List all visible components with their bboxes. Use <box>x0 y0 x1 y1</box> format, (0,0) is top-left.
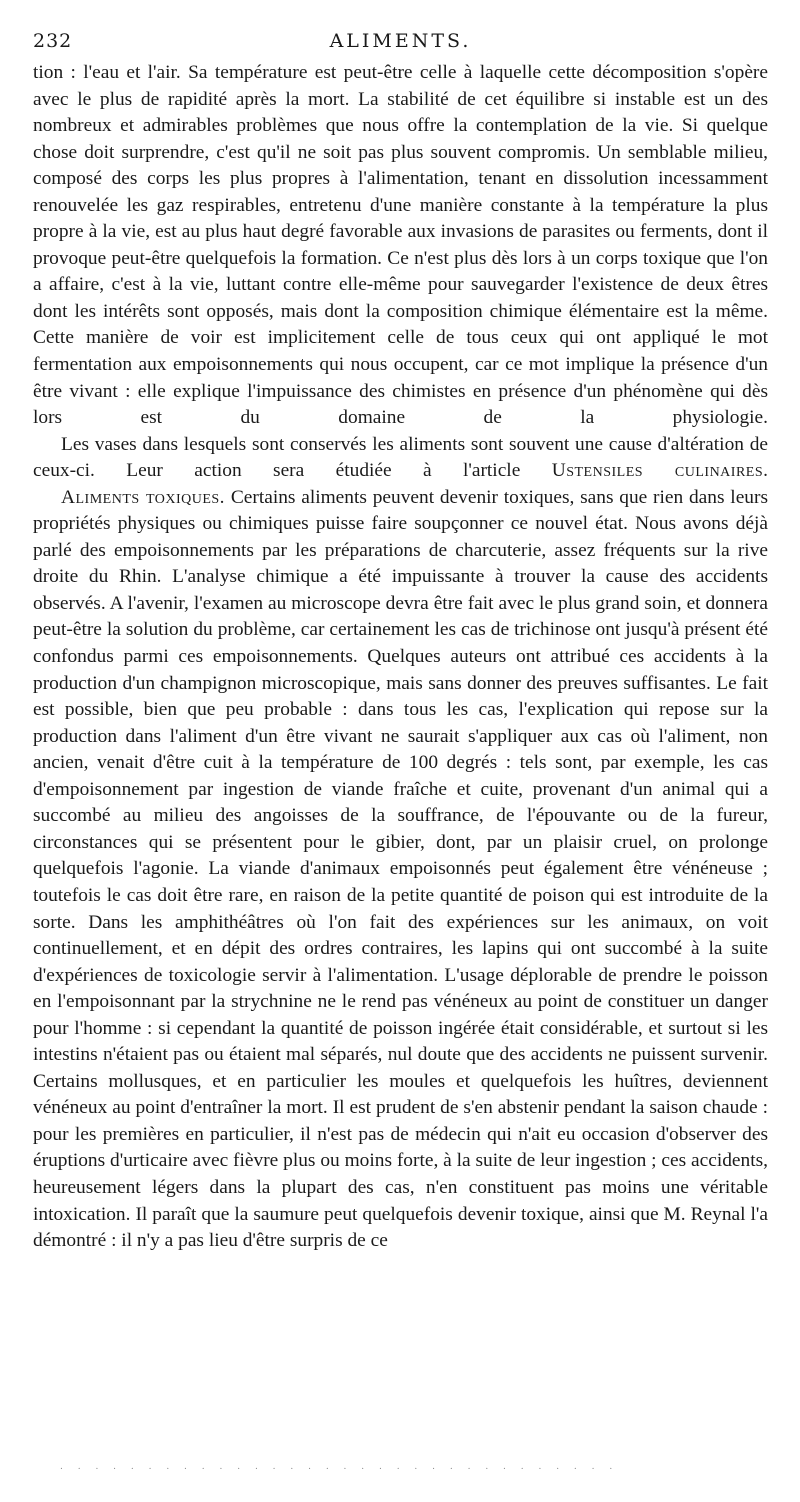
page-header <box>33 30 768 60</box>
paragraph-vessels <box>33 432 768 485</box>
bottom-margin-marks: . . . . . . . . . . . . . . . . . . . . . . . . . . . . . . . . <box>60 1462 619 1470</box>
section-heading: Aliments toxiques. <box>61 486 226 508</box>
book-page <box>33 30 768 1255</box>
paragraph-text: Certains aliments peuvent devenir toxiques, sans que rien dans leurs propriétés physiques ou chimiques puisse faire soupçonner ce nouvel état. Nous avons déjà parlé des empoisonnements par les préparations de charcuterie, assez fréquents sur la rive droite du Rhin. L'analyse chimique a été impuissante à trouver la cause des accidents observés. A l'avenir, l'examen au microscope devra être fait avec le plus grand soin, et donnera peut-être la solution du problème, car certainement les cas de trichinose ont jusqu'à présent été confondus parmi ces empoisonnements. Quelques auteurs ont attribué ces accidents à la production d'un champignon microscopique, mais sans donner des preuves suffisantes. Le fait est possible, bien que peu probable : dans tous les cas, l'explication qui repose sur la production dans l'aliment d'un être vivant ne saurait s'appliquer aux cas où l'aliment, non ancien, venait d'être cuit à la température de 100 degrés : tels sont, par exemple, les cas d'empoisonnement par ingestion de viande fraîche et cuite, provenant d'un animal qui a succombé au milieu des angoisses de la souffrance, de l'épouvante ou de la fureur, circonstances qui se présentent pour le gibier, dont, par un plaisir cruel, on prolonge quelquefois l'agonie. La viande d'animaux empoisonnés peut également être vénéneuse ; toutefois le cas doit être rare, en raison de la petite quantité de poison qui est introduite de la sorte. Dans les amphithéâtres où l'on fait des expériences sur les animaux, on voit continuellement, et en dépit des ordres contraires, les lapins qui ont succombé à la suite d'expériences de toxicologie servir à l'alimentation. L'usage déplorable de prendre le poisson en l'empoisonnant par la strychnine ne le rend pas vénéneux au point de constituer un danger pour l'homme : si cependant la quantité de poisson ingérée était considérable, et surtout si les intestins n'étaient pas ou étaient mal séparés, nul doute que des accidents ne puissent survenir. Certains mollusques, et en particulier les moules et quelquefois les huîtres, deviennent vénéneux au point d'entraîner la mort. Il est prudent de s'en abstenir pendant la saison chaude : pour les premières en particulier, il n'est pas de médecin qui n'ait eu occasion d'observer des éruptions d'urticaire avec fièvre plus ou moins forte, à la suite de leur ingestion ; ces accidents, heureusement légers dans la plupart des cas, n'en constituent pas moins une véritable intoxication. Il paraît que la saumure peut quelquefois devenir toxique, ainsi que M. Reynal l'a démontré : il n'y a pas lieu d'être surpris de ce <box>33 486 769 1252</box>
page-number: 232 <box>33 30 73 52</box>
running-title: ALIMENTS. <box>329 30 472 52</box>
paragraph-toxic-foods <box>33 485 768 1255</box>
cross-reference: Ustensiles culinaires <box>551 460 764 482</box>
page-body <box>33 60 768 1255</box>
paragraph-text: tion : l'eau et l'air. Sa température est peut-être celle à laquelle cette décomposition s'opère avec le plus de rapidité après la mort. La stabilité de cet équilibre si instable est un des nombreux et admirables problèmes que nous offre la contemplation de la vie. Si quelque chose doit surprendre, c'est qu'il ne soit pas plus souvent compromis. Un semblable milieu, composé des corps les plus propres à l'alimentation, tenant en dissolution incessamment renouvelée les gaz respirables, entretenu d'une manière constante à la température la plus propre à la vie, est au plus haut degré favorable aux invasions de parasites ou ferments, dont il provoque peut-être quelquefois la formation. Ce n'est plus dès lors à un corps toxique que l'on a affaire, c'est à la vie, luttant contre elle-même pour sauvegarder l'existence de deux êtres dont les intérêts sont opposés, mais dont la composition chimique élémentaire est la même. Cette manière de voir est implicitement celle de tous ceux qui ont appliqué le mot fermentation aux empoisonnements qui nous occupent, car ce mot implique la présence d'un être vivant : elle explique l'impuissance des chimistes en présence d'un phénomène qui dès lors est du domaine de la physiologie. <box>33 62 768 429</box>
paragraph-end: . <box>763 460 768 482</box>
paragraph-continued <box>33 60 768 432</box>
paragraph-text: Les vases dans lesquels sont conservés les aliments sont souvent une cause d'altération de ceux-ci. Leur action sera étudiée à l'article <box>33 433 768 482</box>
